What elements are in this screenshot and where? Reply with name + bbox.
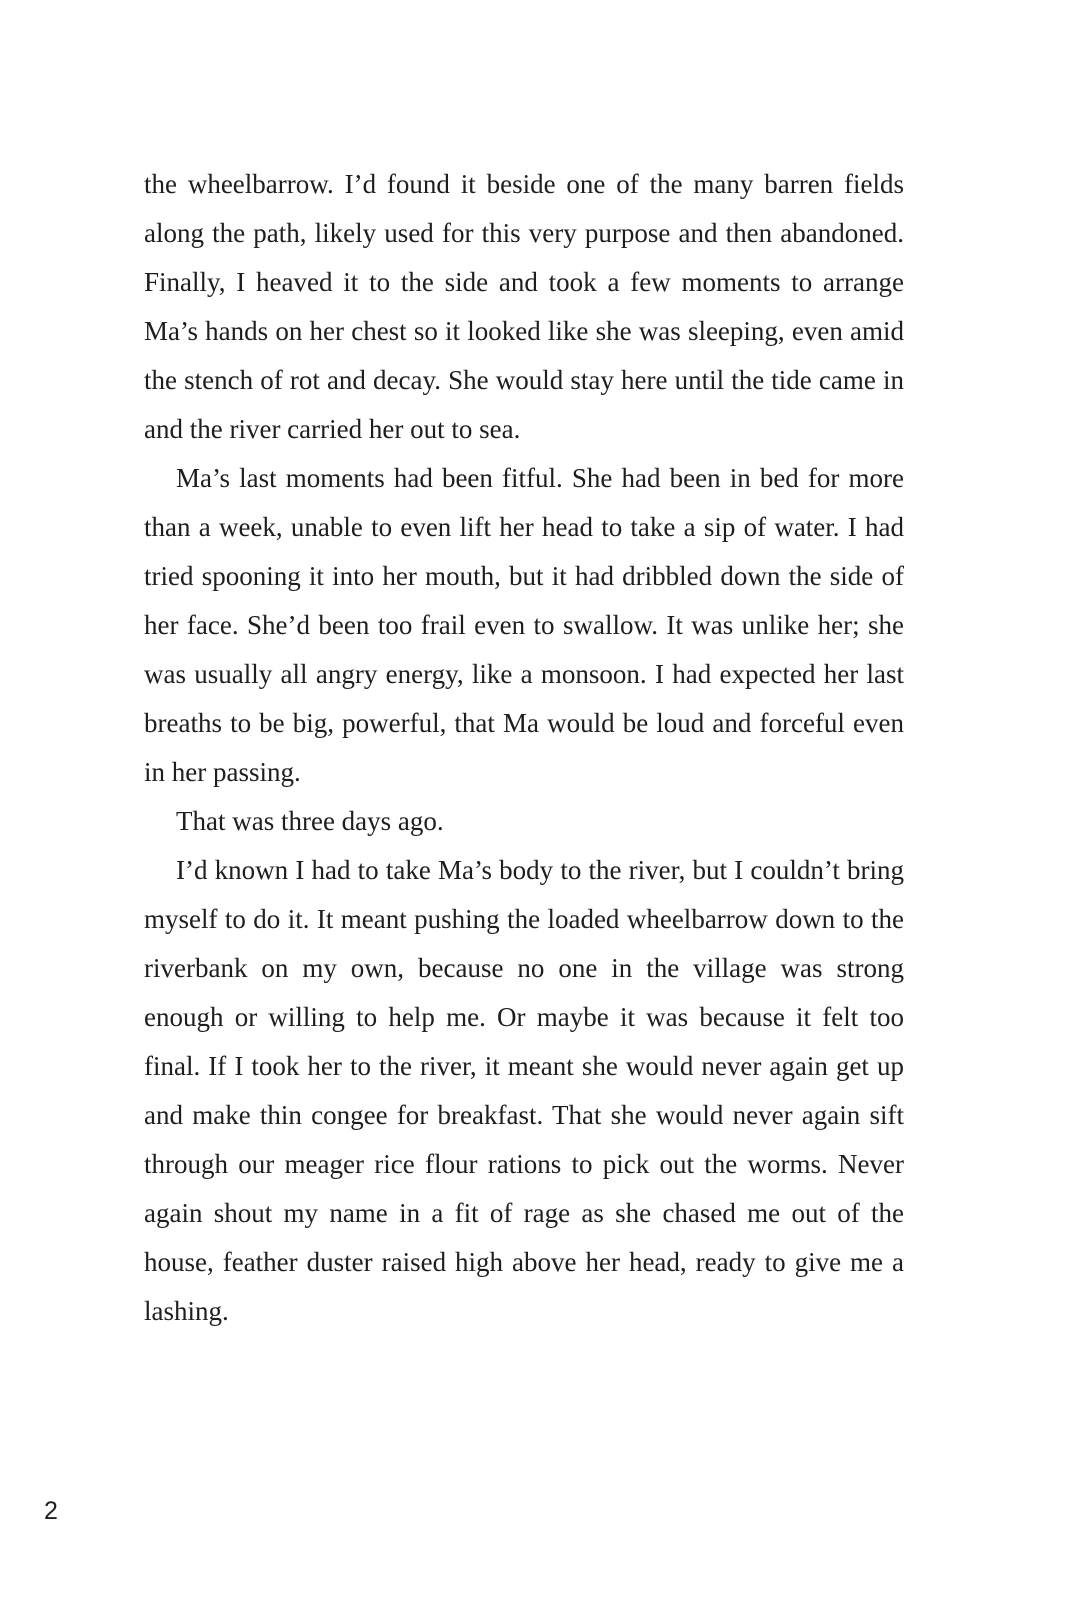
paragraph-1: the wheelbarrow. I’d found it beside one of the many barren fields along the path, likely used for this very purpose and then abandoned. Finally, I heaved it to the side and took a few moments to arrange Ma’s hands on her chest so it looked like she was sleeping, even amid the stench of rot and decay. She would stay here until the tide came in and the river carried her out to sea.: [144, 169, 904, 444]
body-text: [144, 160, 904, 1336]
paragraph-4: I’d known I had to take Ma’s body to the river, but I couldn’t bring myself to do it. It meant pushing the loaded wheelbarrow down to the riverbank on my own, because no one in the village was strong enough or willing to help me. Or maybe it was because it felt too final. If I took her to the river, it meant she would never again get up and make thin congee for breakfast. That she would never again sift through our meager rice flour rations to pick out the worms. Never again shout my name in a fit of rage as she chased me out of the house, feather duster raised high above her head, ready to give me a lashing.: [144, 855, 904, 1326]
paragraph-3: That was three days ago.: [176, 806, 444, 836]
paragraph-2: Ma’s last moments had been fitful. She had been in bed for more than a week, unable to even lift her head to take a sip of water. I had tried spooning it into her mouth, but it had dribbled down the side of her face. She’d been too frail even to swallow. It was unlike her; she was usually all angry energy, like a monsoon. I had expected her last breaths to be big, powerful, that Ma would be loud and forceful even in her passing.: [144, 463, 904, 787]
page-number: 2: [44, 1497, 58, 1525]
